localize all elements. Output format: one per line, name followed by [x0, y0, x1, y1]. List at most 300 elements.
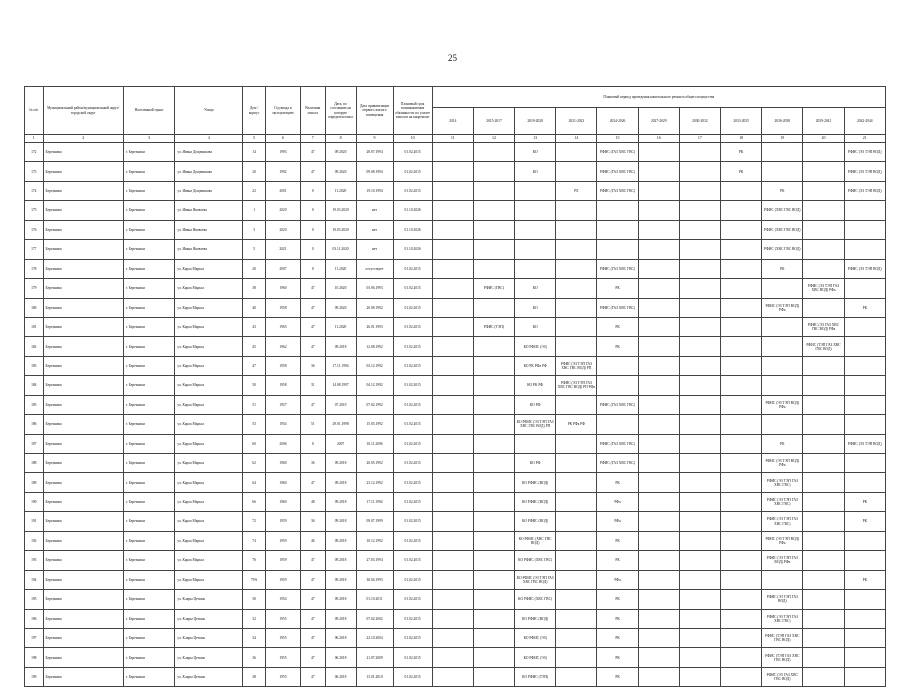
- period-cell: [721, 240, 762, 259]
- period-cell: [721, 201, 762, 220]
- wear-date-cell: 09.2018: [325, 609, 356, 628]
- period-cell: РФИС (ЭЗ ГАЗ ХВС ГВС ВОД): [762, 667, 803, 686]
- period-cell: РК: [597, 667, 638, 686]
- street-cell: ул. Ивана Яковлева: [175, 220, 243, 239]
- deadline-cell: 01.02.2015: [393, 162, 432, 181]
- period-cell: [473, 512, 514, 531]
- period-cell: РФИС (ЭЗ ТЭП ГАЗ ХВС ГВС): [762, 473, 803, 492]
- period-cell: [432, 531, 473, 550]
- municipality-cell: Березники: [43, 201, 123, 220]
- period-cell: [473, 667, 514, 686]
- period-cell: РФИС (ЭЗ ТЭП ВОД): [844, 181, 885, 200]
- period-cell: РФИС (ГАЗ ХВС ГВС): [597, 298, 638, 317]
- header-period: 2027-2029: [638, 108, 679, 135]
- privatization-date-cell: 28.07.1994: [356, 143, 393, 162]
- table-row: [25, 279, 886, 298]
- period-cell: [721, 512, 762, 531]
- period-cell: [432, 512, 473, 531]
- wear-date-cell: 06.2018: [325, 628, 356, 647]
- municipality-cell: Березники: [43, 609, 123, 628]
- period-cell: [515, 181, 556, 200]
- wear-date-cell: 29.01.1998: [325, 415, 356, 434]
- settlement-cell: г. Березники: [123, 395, 174, 414]
- column-number: 4: [175, 135, 243, 143]
- period-cell: [803, 590, 844, 609]
- period-cell: [679, 143, 720, 162]
- column-number: 14: [556, 135, 597, 143]
- table-row: [25, 551, 886, 570]
- wear-cell: 47: [300, 609, 325, 628]
- period-cell: [721, 279, 762, 298]
- year-built-cell: 1992: [265, 162, 300, 181]
- period-cell: [556, 220, 597, 239]
- deadline-cell: 01.02.2015: [393, 356, 432, 375]
- wear-date-cell: 09.2018: [325, 337, 356, 356]
- period-cell: РФИС (ЭЗ ТЭП ВОД): [844, 434, 885, 453]
- wear-cell: 47: [300, 298, 325, 317]
- wear-date-cell: 14.08.1997: [325, 376, 356, 395]
- street-cell: ул. Карла Маркса: [175, 512, 243, 531]
- period-cell: [473, 454, 514, 473]
- deadline-cell: 01.02.2015: [393, 609, 432, 628]
- municipality-cell: Березники: [43, 454, 123, 473]
- period-cell: [679, 454, 720, 473]
- period-cell: РФИС (ЭЗ ТЭП ВОД): [844, 162, 885, 181]
- period-cell: [679, 220, 720, 239]
- municipality-cell: Березники: [43, 337, 123, 356]
- period-cell: РК: [597, 609, 638, 628]
- house-cell: 79А: [243, 570, 266, 589]
- period-cell: [473, 609, 514, 628]
- period-cell: РФИС (ЭЗ ТЭП ГАЗ ХВС ГВС): [762, 609, 803, 628]
- wear-cell: 36: [300, 454, 325, 473]
- period-cell: [679, 298, 720, 317]
- house-cell: 60: [243, 434, 266, 453]
- period-cell: [762, 356, 803, 375]
- period-cell: [721, 220, 762, 239]
- wear-cell: 47: [300, 551, 325, 570]
- privatization-date-cell: 09.08.1994: [356, 162, 393, 181]
- wear-cell: 47: [300, 279, 325, 298]
- year-built-cell: 1959: [265, 531, 300, 550]
- period-cell: РК РФа РФ: [556, 415, 597, 434]
- house-cell: 38: [243, 667, 266, 686]
- row-number: 179: [25, 279, 44, 298]
- period-cell: [638, 590, 679, 609]
- period-cell: [432, 337, 473, 356]
- period-cell: [597, 240, 638, 259]
- house-cell: 1: [243, 201, 266, 220]
- period-cell: [597, 220, 638, 239]
- capital-repair-register-table: [24, 86, 886, 687]
- privatization-date-cell: 20.05.1992: [356, 454, 393, 473]
- period-cell: [473, 434, 514, 453]
- municipality-cell: Березники: [43, 317, 123, 336]
- street-cell: ул. Карла Маркса: [175, 570, 243, 589]
- period-cell: [473, 143, 514, 162]
- row-number: 185: [25, 395, 44, 414]
- wear-cell: 47: [300, 162, 325, 181]
- period-cell: [762, 317, 803, 336]
- settlement-cell: г. Березники: [123, 181, 174, 200]
- period-cell: [515, 259, 556, 278]
- period-cell: [803, 298, 844, 317]
- period-cell: [473, 415, 514, 434]
- period-cell: [721, 434, 762, 453]
- house-cell: 76: [243, 551, 266, 570]
- period-cell: [844, 531, 885, 550]
- row-number: 189: [25, 473, 44, 492]
- period-cell: [638, 220, 679, 239]
- period-cell: [679, 492, 720, 511]
- period-cell: РФИС (ЭЗ ТЭП ВОД): [844, 259, 885, 278]
- period-cell: [721, 648, 762, 667]
- table-row: [25, 434, 886, 453]
- settlement-cell: г. Березники: [123, 240, 174, 259]
- period-cell: [556, 531, 597, 550]
- deadline-cell: 01.02.2015: [393, 337, 432, 356]
- wear-cell: 47: [300, 143, 325, 162]
- period-cell: РК: [844, 492, 885, 511]
- header-period: 2021-2023: [556, 108, 597, 135]
- period-cell: КО РФИС (ТЭП): [515, 667, 556, 686]
- page-number: 25: [448, 53, 457, 63]
- street-cell: ул. Клары Цеткин: [175, 590, 243, 609]
- house-cell: 74: [243, 531, 266, 550]
- period-cell: РК: [762, 259, 803, 278]
- settlement-cell: г. Березники: [123, 492, 174, 511]
- period-cell: [844, 473, 885, 492]
- period-cell: [762, 415, 803, 434]
- period-cell: [556, 298, 597, 317]
- row-number: 187: [25, 434, 44, 453]
- table-row: [25, 162, 886, 181]
- header-period: 2039-2041: [803, 108, 844, 135]
- period-cell: [473, 376, 514, 395]
- wear-cell: 47: [300, 590, 325, 609]
- table-row: [25, 259, 886, 278]
- wear-date-cell: 09.2020: [325, 143, 356, 162]
- wear-cell: 0: [300, 240, 325, 259]
- settlement-cell: г. Березники: [123, 317, 174, 336]
- period-cell: [638, 667, 679, 686]
- street-cell: ул. Ивана Яковлева: [175, 240, 243, 259]
- period-cell: [803, 551, 844, 570]
- period-cell: РФИС (ХВС ГВС ВОД): [762, 220, 803, 239]
- period-cell: [679, 395, 720, 414]
- settlement-cell: г. Березники: [123, 454, 174, 473]
- period-cell: [679, 376, 720, 395]
- period-cell: [638, 628, 679, 647]
- period-cell: [803, 201, 844, 220]
- period-cell: [556, 143, 597, 162]
- period-cell: [721, 317, 762, 336]
- municipality-cell: Березники: [43, 590, 123, 609]
- year-built-cell: 1959: [265, 570, 300, 589]
- period-cell: [597, 415, 638, 434]
- wear-date-cell: 17.11.1994: [325, 356, 356, 375]
- street-cell: ул. Карла Маркса: [175, 279, 243, 298]
- period-cell: [844, 337, 885, 356]
- deadline-cell: 01.02.2015: [393, 551, 432, 570]
- street-cell: ул. Клары Цеткин: [175, 609, 243, 628]
- period-cell: [679, 337, 720, 356]
- period-cell: РК: [597, 317, 638, 336]
- period-cell: [679, 667, 720, 686]
- period-cell: [638, 143, 679, 162]
- house-cell: 51: [243, 395, 266, 414]
- row-number: 182: [25, 337, 44, 356]
- period-cell: [473, 240, 514, 259]
- period-cell: РФИС (ЭЗ ТЭП ВОД) РФа: [762, 395, 803, 414]
- row-number: 172: [25, 143, 44, 162]
- period-cell: [721, 590, 762, 609]
- settlement-cell: г. Березники: [123, 434, 174, 453]
- period-cell: [721, 551, 762, 570]
- period-cell: РФИС (ГАЗ ХВС ГВС): [597, 259, 638, 278]
- period-cell: КО РФИС (ЭЗ ТЭП ГАЗ ХВС ГВС ВОД): [515, 570, 556, 589]
- period-cell: [432, 220, 473, 239]
- period-cell: [762, 143, 803, 162]
- deadline-cell: 01.02.2015: [393, 492, 432, 511]
- row-number: 191: [25, 512, 44, 531]
- settlement-cell: г. Березники: [123, 648, 174, 667]
- street-cell: ул. Ивана Дощеникова: [175, 143, 243, 162]
- period-cell: [721, 356, 762, 375]
- privatization-date-cell: нет: [356, 240, 393, 259]
- row-number: 196: [25, 609, 44, 628]
- header-period: 2018-2020: [515, 108, 556, 135]
- period-cell: [679, 317, 720, 336]
- period-cell: [721, 628, 762, 647]
- period-cell: [803, 667, 844, 686]
- year-built-cell: 1960: [265, 454, 300, 473]
- privatization-date-cell: 12.08.1992: [356, 337, 393, 356]
- municipality-cell: Березники: [43, 512, 123, 531]
- privatization-date-cell: 13.01.2010: [356, 667, 393, 686]
- privatization-date-cell: 07.02.2002: [356, 609, 393, 628]
- period-cell: [803, 240, 844, 259]
- row-number: 193: [25, 551, 44, 570]
- period-cell: [556, 162, 597, 181]
- period-cell: [556, 240, 597, 259]
- year-built-cell: 1965: [265, 317, 300, 336]
- year-built-cell: 1960: [265, 492, 300, 511]
- year-built-cell: 1955: [265, 609, 300, 628]
- period-cell: [803, 473, 844, 492]
- wear-cell: 36: [300, 512, 325, 531]
- period-cell: [556, 512, 597, 531]
- deadline-cell: 01.02.2015: [393, 298, 432, 317]
- wear-cell: 47: [300, 395, 325, 414]
- header-street: Улица: [175, 87, 243, 135]
- header-period: 2042-2044: [844, 108, 885, 135]
- period-cell: [638, 454, 679, 473]
- period-cell: [638, 240, 679, 259]
- period-cell: КО РФИС (ХВС ГВС): [515, 590, 556, 609]
- table-row: [25, 356, 886, 375]
- period-cell: [721, 259, 762, 278]
- period-cell: КО: [515, 298, 556, 317]
- period-cell: КО: [515, 279, 556, 298]
- table-row: [25, 376, 886, 395]
- house-cell: 47: [243, 356, 266, 375]
- house-cell: 30: [243, 590, 266, 609]
- period-cell: [638, 570, 679, 589]
- period-cell: [556, 628, 597, 647]
- period-cell: [762, 279, 803, 298]
- house-cell: 64: [243, 473, 266, 492]
- period-cell: [679, 240, 720, 259]
- period-cell: РФИС (ЭЗ ТЭП ВОД): [844, 143, 885, 162]
- period-cell: [803, 181, 844, 200]
- period-cell: [638, 356, 679, 375]
- period-cell: РФИС (ЭЗ ГАЗ ХВС ГВС ВОД) РФа: [803, 317, 844, 336]
- table-row: [25, 531, 886, 550]
- period-cell: [803, 492, 844, 511]
- period-cell: [556, 259, 597, 278]
- wear-cell: 46: [300, 531, 325, 550]
- period-cell: [473, 181, 514, 200]
- period-cell: РФИС (ЭЗ ТЭП ВОД) РФа: [762, 298, 803, 317]
- wear-date-cell: 06.2018: [325, 648, 356, 667]
- header-wear: Величина износа: [300, 87, 325, 135]
- row-number: 177: [25, 240, 44, 259]
- period-cell: РФИС (ЭЗ ТЭП ГАЗ ХВС ГВС ВОД) РП РФа: [556, 376, 597, 395]
- period-cell: [432, 298, 473, 317]
- deadline-cell: 01.02.2015: [393, 376, 432, 395]
- municipality-cell: Березники: [43, 240, 123, 259]
- period-cell: [556, 609, 597, 628]
- table-row: [25, 143, 886, 162]
- municipality-cell: Березники: [43, 220, 123, 239]
- period-cell: [638, 609, 679, 628]
- column-number: 13: [515, 135, 556, 143]
- period-cell: [432, 473, 473, 492]
- period-cell: [432, 628, 473, 647]
- period-cell: [432, 395, 473, 414]
- period-cell: [556, 434, 597, 453]
- wear-cell: 48: [300, 492, 325, 511]
- period-cell: [762, 162, 803, 181]
- column-number: 15: [597, 135, 638, 143]
- period-cell: [556, 454, 597, 473]
- street-cell: ул. Ивана Дощеникова: [175, 181, 243, 200]
- year-built-cell: 1960: [265, 473, 300, 492]
- privatization-date-cell: нет: [356, 201, 393, 220]
- period-cell: РК: [597, 648, 638, 667]
- privatization-date-cell: 20.08.1992: [356, 298, 393, 317]
- period-cell: [638, 259, 679, 278]
- deadline-cell: 01.02.2015: [393, 317, 432, 336]
- street-cell: ул. Карла Маркса: [175, 492, 243, 511]
- period-cell: [556, 590, 597, 609]
- period-cell: КО: [515, 162, 556, 181]
- period-cell: [432, 279, 473, 298]
- privatization-date-cell: 19.10.1994: [356, 181, 393, 200]
- wear-date-cell: 19.03.2020: [325, 201, 356, 220]
- period-cell: [638, 531, 679, 550]
- period-cell: [721, 415, 762, 434]
- privatization-date-cell: 27.03.1994: [356, 551, 393, 570]
- settlement-cell: г. Березники: [123, 531, 174, 550]
- year-built-cell: 2020: [265, 201, 300, 220]
- period-cell: [803, 648, 844, 667]
- row-number: 195: [25, 590, 44, 609]
- table-row: [25, 181, 886, 200]
- period-cell: [597, 356, 638, 375]
- period-cell: РФИС (ЭЗ ТЭП ГАЗ ХВС ГВС): [762, 512, 803, 531]
- period-cell: РК: [844, 570, 885, 589]
- period-cell: [803, 434, 844, 453]
- settlement-cell: г. Березники: [123, 473, 174, 492]
- period-cell: КО РФИС (ЭЗ): [515, 337, 556, 356]
- period-cell: [556, 201, 597, 220]
- street-cell: ул. Ивана Яковлева: [175, 201, 243, 220]
- settlement-cell: г. Березники: [123, 279, 174, 298]
- period-cell: [515, 220, 556, 239]
- wear-date-cell: 09.2018: [325, 454, 356, 473]
- period-cell: КО РФИС (ВОД): [515, 473, 556, 492]
- wear-cell: 47: [300, 570, 325, 589]
- deadline-cell: 01.10.2026: [393, 240, 432, 259]
- header-period-group: Плановый период проведения капитального ремонта общего имущества: [432, 87, 885, 108]
- period-cell: [473, 551, 514, 570]
- period-cell: РФИС (ГАЗ ХВС ГВС): [597, 143, 638, 162]
- row-number: 183: [25, 356, 44, 375]
- period-cell: [679, 648, 720, 667]
- street-cell: ул. Карла Маркса: [175, 415, 243, 434]
- period-cell: [473, 201, 514, 220]
- period-cell: [721, 376, 762, 395]
- period-cell: РК: [844, 298, 885, 317]
- table-row: [25, 628, 886, 647]
- header-municipality: Муниципальный район/муниципальный округ/городской округ: [43, 87, 123, 135]
- period-cell: [638, 337, 679, 356]
- house-cell: 50: [243, 376, 266, 395]
- privatization-date-cell: 10.11.2006: [356, 434, 393, 453]
- period-cell: [721, 531, 762, 550]
- privatization-date-cell: 21.07.2009: [356, 648, 393, 667]
- period-cell: РФИС (ХВС ГВС ВОД): [762, 201, 803, 220]
- deadline-cell: 01.02.2015: [393, 628, 432, 647]
- period-cell: [473, 220, 514, 239]
- period-cell: РФИС (ГАЗ ХВС ГВС): [597, 434, 638, 453]
- row-number: 180: [25, 298, 44, 317]
- period-cell: [638, 434, 679, 453]
- period-cell: [721, 337, 762, 356]
- period-cell: [556, 473, 597, 492]
- row-number: 199: [25, 667, 44, 686]
- year-built-cell: 1958: [265, 376, 300, 395]
- period-cell: РК: [844, 512, 885, 531]
- house-cell: 66: [243, 492, 266, 511]
- table-row: [25, 240, 886, 259]
- settlement-cell: г. Березники: [123, 609, 174, 628]
- period-cell: [432, 648, 473, 667]
- period-cell: [432, 415, 473, 434]
- period-cell: [473, 473, 514, 492]
- house-cell: 53: [243, 415, 266, 434]
- period-cell: КО РФ: [515, 454, 556, 473]
- period-cell: [844, 317, 885, 336]
- table-row: [25, 337, 886, 356]
- house-cell: 62: [243, 454, 266, 473]
- header-house: Дом / корпус: [243, 87, 266, 135]
- period-cell: [679, 473, 720, 492]
- period-cell: [803, 454, 844, 473]
- period-cell: [679, 628, 720, 647]
